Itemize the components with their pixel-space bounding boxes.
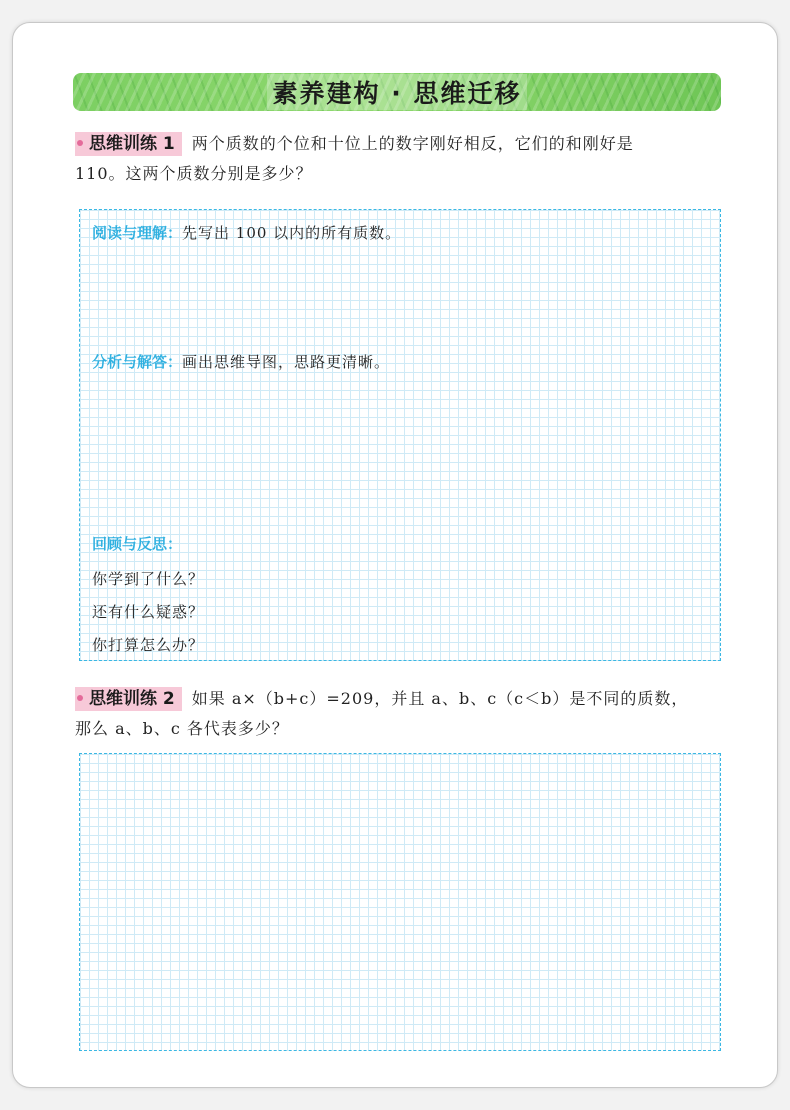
exercise-2-line-1: 如果 a×（b+c）=209，并且 a、b、c（c＜b）是不同的质数， xyxy=(191,689,689,708)
exercise-1-prompt xyxy=(75,129,735,159)
reading-section xyxy=(92,222,401,244)
review-question-1: 你学到了什么？ xyxy=(92,570,205,588)
review-section xyxy=(92,533,182,555)
review-question-3: 你打算怎么办？ xyxy=(92,636,205,654)
exercise-2-line-2: 那么 a、b、c 各代表多少？ xyxy=(75,719,289,738)
exercise-1-line-1: 两个质数的个位和十位上的数字刚好相反，它们的和刚好是 xyxy=(191,134,634,153)
bullet-dot-icon xyxy=(77,695,83,701)
analysis-text: 画出思维导图，思路更清晰。 xyxy=(182,353,391,371)
exercise-2-prompt-cont xyxy=(75,714,735,744)
worksheet-page xyxy=(12,22,778,1088)
exercise-1-tag xyxy=(75,132,182,156)
bullet-dot-icon xyxy=(77,140,83,146)
section-banner xyxy=(73,73,721,111)
exercise-1-tag-label: 思维训练 1 xyxy=(89,134,175,154)
exercise-2-prompt xyxy=(75,684,735,714)
exercise-1-line-2: 110。这两个质数分别是多少？ xyxy=(75,164,313,183)
review-question-2: 还有什么疑惑？ xyxy=(92,603,205,621)
reading-label: 阅读与理解： xyxy=(92,224,183,242)
review-label: 回顾与反思： xyxy=(92,535,183,553)
exercise-1-answer-grid[interactable] xyxy=(79,209,721,661)
banner-title: 素养建构 · 思维迁移 xyxy=(267,74,528,110)
analysis-section xyxy=(92,351,390,373)
exercise-2-tag-label: 思维训练 2 xyxy=(89,689,175,709)
exercise-2-answer-grid[interactable] xyxy=(79,753,721,1051)
exercise-1-prompt-cont xyxy=(75,159,735,189)
analysis-label: 分析与解答： xyxy=(92,353,183,371)
reading-text: 先写出 100 以内的所有质数。 xyxy=(182,224,402,242)
exercise-2-tag xyxy=(75,687,182,711)
